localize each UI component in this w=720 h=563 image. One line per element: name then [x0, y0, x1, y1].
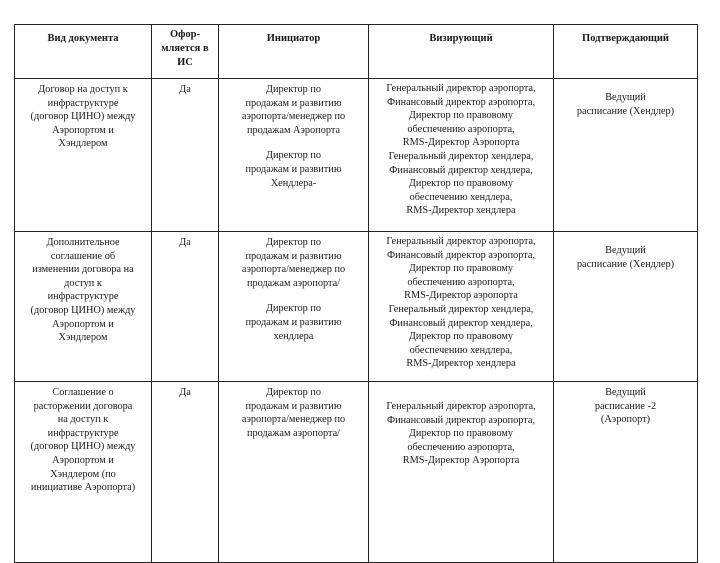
header-formalized-line: мляется в	[161, 43, 209, 54]
table-row	[15, 79, 698, 232]
confirmer-line: Ведущий	[605, 245, 646, 256]
approver-line: RMS-Директор хендлера	[406, 358, 516, 370]
approver-line: RMS-Директор Аэропорта	[402, 455, 520, 467]
confirmer-line: (Аэропорт)	[600, 414, 651, 426]
approver-line: Директор по правовому	[408, 178, 514, 190]
initiator-line: Директор по	[265, 237, 321, 248]
doc-type-cell	[15, 382, 152, 563]
initiator-line: продажам и развитию	[245, 97, 342, 109]
approver-line: Финансовый директор хендлера,	[389, 317, 533, 329]
table-row	[15, 232, 698, 382]
confirmer-cell	[554, 382, 698, 563]
doc-type-cell	[15, 79, 152, 232]
formalized-cell: Да	[152, 79, 219, 232]
initiator-line: аэропорта/менеджер по	[241, 264, 346, 276]
doc-line: Аэропортом и	[52, 454, 114, 466]
initiator-line: Директор по	[265, 303, 321, 315]
doc-line: (договор ЦИНО) между	[30, 111, 136, 123]
approver-line: Финансовый директор аэропорта,	[386, 96, 536, 108]
header-formalized	[152, 25, 219, 79]
confirmer-line: расписание (Хендлер)	[576, 105, 675, 117]
initiator-cell	[219, 232, 369, 382]
confirmer-cell	[554, 232, 698, 382]
confirmer-cell	[554, 79, 698, 232]
doc-line: инфраструктуре	[47, 97, 119, 109]
doc-line: Дополнительное	[46, 237, 120, 248]
initiator-line: аэропорта/менеджер по	[241, 414, 346, 426]
initiator-line: аэропорта/менеджер по	[241, 111, 346, 123]
approver-line: обеспечению аэропорта,	[407, 276, 515, 288]
doc-line: на доступ к	[57, 414, 109, 426]
doc-line: соглашение об	[50, 250, 116, 262]
approver-line: Директор по правовому	[408, 331, 514, 343]
doc-type-cell	[15, 232, 152, 382]
doc-line: Хэндлером (по	[50, 468, 116, 480]
approver-line: обеспечению хендлера,	[409, 191, 513, 203]
doc-line: (договор ЦИНО) между	[30, 304, 136, 316]
formalized-cell: Да	[152, 382, 219, 563]
approver-line: Генеральный директор аэропорта,	[386, 236, 536, 247]
header-row	[15, 25, 698, 79]
header-doc-type: Вид документа	[15, 25, 152, 79]
initiator-line: Директор по	[265, 150, 321, 162]
doc-line: Хэндлером	[58, 332, 108, 344]
doc-line: доступ к	[64, 277, 102, 289]
doc-line: инфраструктуре	[47, 291, 119, 303]
initiator-line: продажам и развитию	[245, 400, 342, 412]
doc-line: изменении договора на	[32, 264, 134, 276]
approver-line: обеспечению хендлера,	[409, 344, 513, 356]
doc-line: (договор ЦИНО) между	[30, 441, 136, 453]
initiator-line: Директор по	[265, 84, 321, 95]
doc-line: инициативе Аэропорта)	[30, 482, 136, 494]
approver-line: Финансовый директор аэропорта,	[386, 249, 536, 261]
approval-matrix-table	[14, 24, 698, 563]
initiator-line: хендлера	[273, 330, 314, 342]
confirmer-line: Ведущий	[605, 92, 646, 103]
initiator-line: продажам аэропорта/	[246, 427, 341, 439]
header-confirmer: Подтверждающий	[554, 25, 698, 79]
approver-line: RMS-Директор аэропорта	[404, 290, 518, 302]
doc-line: Аэропортом и	[52, 124, 114, 136]
formalized-cell: Да	[152, 232, 219, 382]
initiator-line: продажам и развитию	[245, 250, 342, 262]
approver-line: Директор по правовому	[408, 428, 514, 440]
initiator-line: продажам Аэропорта	[246, 124, 341, 136]
header-formalized-line: Офор-	[169, 29, 201, 40]
approver-cell	[369, 232, 554, 382]
initiator-line: Хендлера-	[270, 177, 317, 189]
approver-line: Финансовый директор хендлера,	[389, 164, 533, 176]
approver-cell	[369, 79, 554, 232]
approver-line: Финансовый директор аэропорта,	[386, 414, 536, 426]
approver-line: обеспечению аэропорта,	[407, 123, 515, 135]
confirmer-line: расписание -2	[594, 400, 657, 412]
doc-line: Хэндлером	[58, 138, 108, 150]
header-initiator: Инициатор	[219, 25, 369, 79]
approver-line: Генеральный директор хендлера,	[388, 150, 534, 162]
doc-line: инфраструктуре	[47, 427, 119, 439]
initiator-cell	[219, 382, 369, 563]
approver-line: RMS-Директор хендлера	[406, 205, 516, 217]
approver-line: Генеральный директор аэропорта,	[386, 83, 536, 94]
initiator-line: продажам и развитию	[245, 316, 342, 328]
table-row	[15, 382, 698, 563]
doc-line: Соглашение о	[52, 387, 114, 398]
header-formalized-line: ИС	[177, 57, 193, 68]
confirmer-line: расписание (Хендлер)	[576, 258, 675, 270]
doc-line: расторжении договора	[33, 400, 133, 412]
initiator-cell	[219, 79, 369, 232]
doc-line: Договор на доступ к	[38, 84, 128, 95]
confirmer-line: Ведущий	[605, 387, 646, 398]
approver-line: обеспечению аэропорта,	[407, 441, 515, 453]
approver-line: Генеральный директор аэропорта,	[386, 401, 536, 412]
approver-line: Директор по правовому	[408, 263, 514, 275]
approver-cell	[369, 382, 554, 563]
header-approver: Визирующий	[369, 25, 554, 79]
initiator-line: Директор по	[265, 387, 321, 398]
initiator-line: продажам аэропорта/	[246, 277, 341, 289]
initiator-line: продажам и развитию	[245, 163, 342, 175]
approver-line: Генеральный директор хендлера,	[388, 303, 534, 315]
approver-line: RMS-Директор Аэропорта	[402, 137, 520, 149]
doc-line: Аэропортом и	[52, 318, 114, 330]
approver-line: Директор по правовому	[408, 110, 514, 122]
